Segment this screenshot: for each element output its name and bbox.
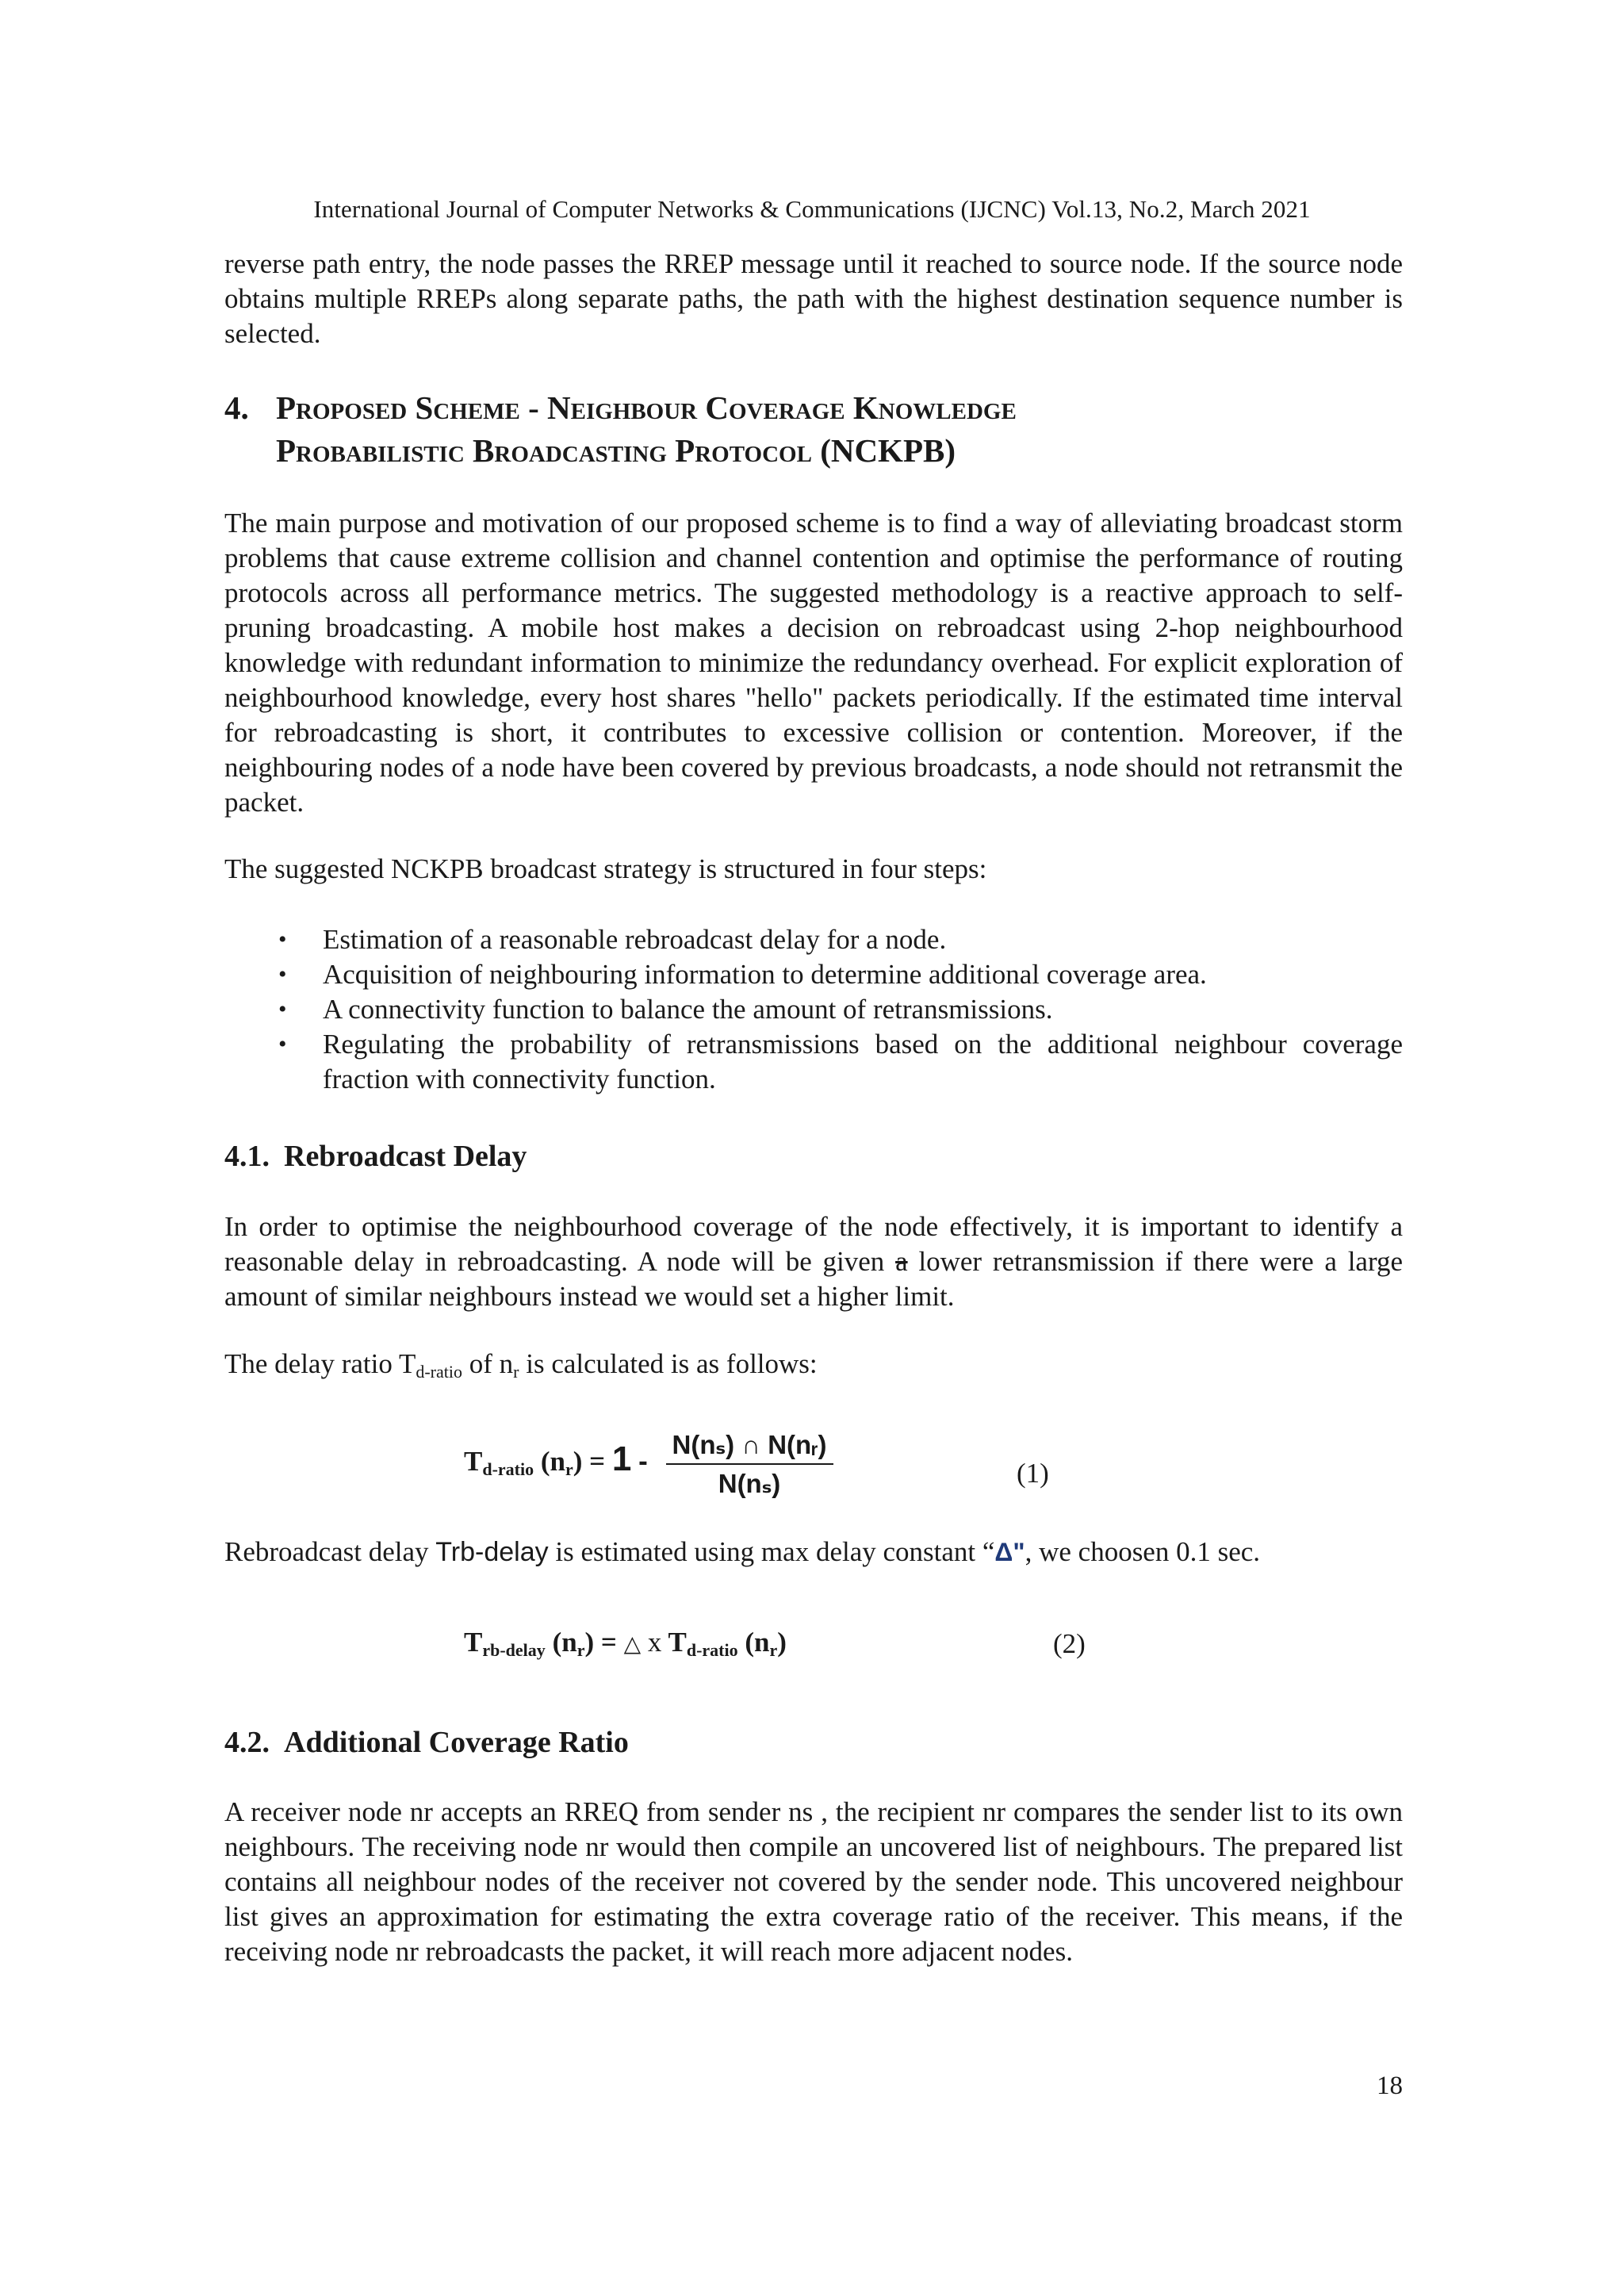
section-4-title-line1: Proposed Scheme - Neighbour Coverage Knowledge <box>276 389 1017 426</box>
bullet-icon: • <box>278 926 287 953</box>
section-4-1-number: 4.1. <box>224 1140 270 1173</box>
section-4-2-heading <box>224 1723 1403 1761</box>
bullet-icon: • <box>278 1031 287 1057</box>
page-number: 18 <box>1377 2072 1403 2100</box>
section-4-1-title: Rebroadcast Delay <box>284 1140 527 1173</box>
equation-2-number: (2) <box>1053 1628 1086 1659</box>
section-4-2-number: 4.2. <box>224 1726 270 1759</box>
list-item: • A connectivity function to balance the amount of retransmissions. <box>224 992 1403 1027</box>
list-item: • Estimation of a reasonable rebroadcast delay for a node. <box>224 922 1403 957</box>
equation-1: $T_{d-ratio}$ $(n_r) = 1$ - $\frac{\text{N(nₛ) ∩ N(nᵣ)}}{\text{N(nₛ)}}$ <box>464 1429 833 1499</box>
steps-list <box>224 922 1403 1097</box>
section-4-1-paragraph: In order to optimise the neighbourhood coverage of the node effectively, it is important to identify a reasonable delay in rebroadcasting. A node will be given a lower retransmission if there were a large amount of similar neighbours instead we would set a higher limit. <box>224 1211 1404 1312</box>
section-4-title-abbr: (NCKPB) <box>820 432 956 469</box>
section-4-heading <box>224 386 1403 472</box>
section-4-paragraph-1-text: The main purpose and motivation of our proposed scheme is to find a way of alleviating broadcast storm problems that cause extreme collision and channel contention and optimise the performance of routing protocols across all performance metrics. The suggested methodology is a reactive approach to self-pruning broadcasting. A mobile host makes a decision on rebroadcast using 2-hop neighbourhood knowledge with redundant information to minimize the redundancy overhead. For explicit exploration of neighbourhood knowledge, every host shares "hello" packets periodically. If the estimated time interval for rebroadcasting is short, it contributes to excessive collision or contention. Moreover, if the neighbouring nodes of a node have been covered by previous broadcasts, a node should not retransmit the packet. <box>224 508 1403 818</box>
section-4-2-paragraph-text: A receiver node nr accepts an RREQ from sender ns , the recipient nr compares the sender list to its own neighbours. The receiving node nr would then compile an uncovered list of neighbours. The prepared list contains all neighbour nodes of the receiver not covered by the sender node. This uncovered neighbour list gives an approximation for estimating the extra coverage ratio of the receiver. This means, if the receiving node nr rebroadcasts the packet, it will reach more adjacent nodes. <box>224 1796 1403 1967</box>
equation-1-number: (1) <box>1017 1458 1049 1489</box>
intro-paragraph <box>224 247 1403 351</box>
intro-text: reverse path entry, the node passes the RREP message until it reached to source node. If the source node obtains multiple RREPs along separate paths, the path with the highest destination sequence number is selected. <box>224 248 1403 349</box>
list-item: • Acquisition of neighbouring information to determine additional coverage area. <box>224 957 1403 992</box>
section-4-title-line2: Probabilistic Broadcasting Protocol <box>276 432 812 469</box>
fraction: $\frac{\text{N(nₛ) ∩ N(nᵣ)}}{\text{N(nₛ)}}$ <box>666 1429 833 1499</box>
bullet-icon: • <box>278 961 287 987</box>
section-4-paragraph-2 <box>224 852 1403 887</box>
struck-text: a <box>895 1246 908 1277</box>
delay-ratio-intro: The delay ratio $T_{d-ratio}$ of $n_r$ is calculated is as follows: <box>224 1348 818 1382</box>
delta-icon: △ <box>623 1632 642 1657</box>
section-4-paragraph-2-text: The suggested NCKPB broadcast strategy is structured in four steps: <box>224 853 987 884</box>
section-4-2-title: Additional Coverage Ratio <box>284 1726 629 1759</box>
section-4-2-paragraph <box>224 1795 1403 1969</box>
list-item: • Regulating the probability of retransmissions based on the additional neighbour coverage fraction with connectivity function. <box>278 1029 1403 1094</box>
delta-symbol: Δ" <box>994 1538 1025 1566</box>
rebroadcast-delay-text: Rebroadcast delay Trb-delay is estimated using max delay constant “Δ", we choosen 0.1 sec. <box>224 1536 1261 1567</box>
equation-2: $T_{rb-delay}$ $(n_r)$ = △ x $T_{d-ratio}$ $(n_r)$ <box>464 1627 787 1660</box>
bullet-icon: • <box>278 996 287 1022</box>
section-4-paragraph-1 <box>224 506 1403 820</box>
section-4-1-heading <box>224 1137 1403 1175</box>
section-4-number: 4. <box>224 389 249 426</box>
journal-header: International Journal of Computer Networks & Communications (IJCNC) Vol.13, No.2, March 2021 <box>313 195 1311 223</box>
